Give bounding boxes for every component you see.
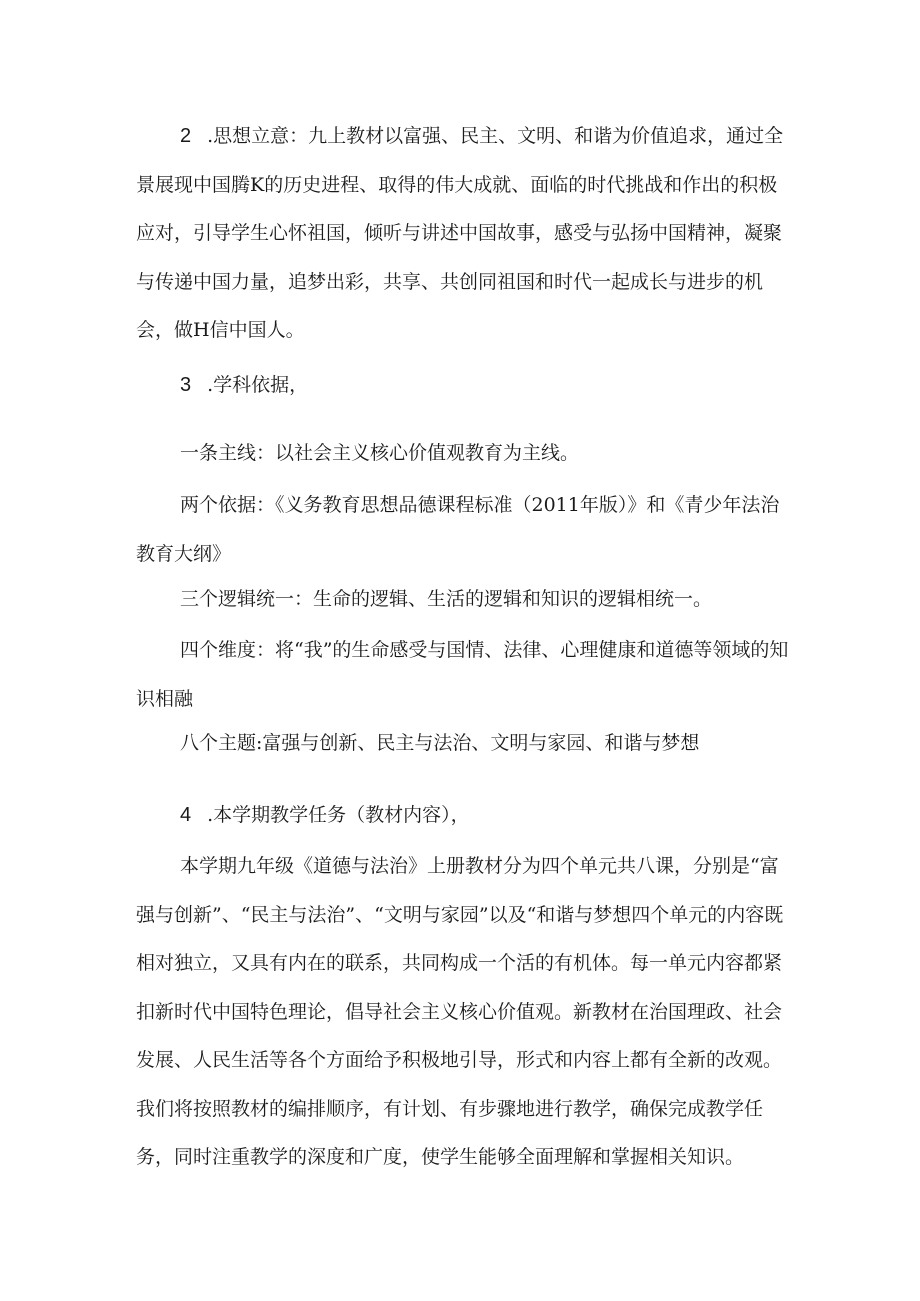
principle-two-bases: 两个依据：《义务教育思想品德课程标准（2011年版）》和《青少年法治教育大纲》 [136,494,780,565]
principle-four-dimensions: 四个维度：将“我”的生命感受与国情、法律、心理健康和道德等领域的知识相融 [136,639,789,710]
principle-main-line: 一条主线：以社会主义核心价值观教育为主线。 [180,442,580,464]
principle-three-logics: 三个逻辑统一：生命的逻辑、生活的逻辑和知识的逻辑相统一。 [180,588,713,610]
section-2-paragraph [136,112,796,355]
section-4-heading [180,800,470,830]
section-4-title: .本学期教学任务（教材内容）， [207,804,470,826]
section-2-text: 九上教材以富强、民主、文明、和谐为价值追求，通过全景展现中国腾K的历史进程、取得的伟大成就、面临的时代挑战和作出的积极应对，引导学生心怀祖国，倾听与讲述中国故事，感受与弘扬中国精神，凝聚与传递中国力量，追梦出彩，共享、共创同祖国和时代一起成长与进步的机会，做H信中国人。 [136,125,784,341]
section-4-paragraph: 本学期九年级《道德与法治》上册教材分为四个单元共八课，分别是“富强与创新”、“民主与法治”、“文明与家园”以及“和谐与梦想四个单元的内容既相对独立，又具有内在的联系，共同构成一个活的有机体。每一单元内容都紧扣新时代中国特色理论，倡导社会主义核心价值观。新教材在治国理政、社会发展、人民生活等各个方面给予积极地引导，形式和内容上都有全新的改观。我们将按照教材的编排顺序，有计划、有步骤地进行教学，确保完成教学任务，同时注重教学的深度和广度，使学生能够全面理解和掌握相关知识。 [136,855,784,1168]
section-2-number: 2 [180,125,192,147]
section-3-heading [180,370,308,400]
principle-eight-themes: 八个主题:富强与创新、民主与法治、文明与家园、和谐与梦想 [180,732,700,754]
section-2-title: .思想立意： [207,125,309,147]
section-4-number: 4 [180,804,192,826]
section-3-title: .学科依据， [207,374,309,396]
section-3-number: 3 [180,374,192,396]
